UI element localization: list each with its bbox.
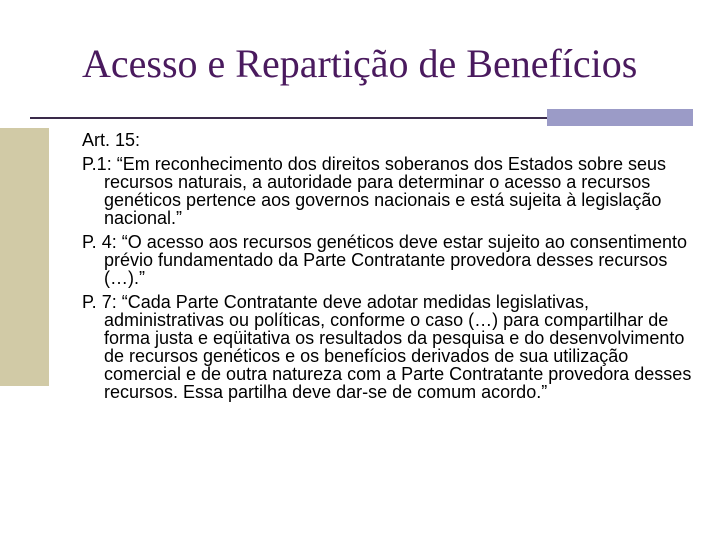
paragraph-p1: P.1: “Em reconhecimento dos direitos soberanos dos Estados sobre seus recursos naturais, a autoridade para determinar o acesso a recursos genéticos pertence aos governos nacionais e está sujeita à legislação nacional.” <box>82 154 666 228</box>
sidebar-decoration <box>0 128 49 386</box>
paragraph-p4: P. 4: “O acesso aos recursos genéticos deve estar sujeito ao consentimento prévio fundamentado da Parte Contratante provedora desses recursos (…).” <box>82 232 688 288</box>
slide-title: Acesso e Repartição de Benefícios <box>82 41 638 86</box>
paragraph-article: Art. 15: <box>82 130 141 150</box>
accent-block <box>547 109 693 126</box>
paragraph-p7: P. 7: “Cada Parte Contratante deve adotar medidas legislativas, administrativas ou políticas, conforme o caso (…) para compartilhar de forma justa e eqüitativa os resultados da pesquisa e do desenvolvimento de recursos genéticos e os benefícios derivados de sua utilização comercial e de outra natureza com a Parte Contratante provedora desses recursos. Essa partilha deve dar-se de comum acordo.” <box>82 292 692 402</box>
slide-content <box>82 131 692 407</box>
